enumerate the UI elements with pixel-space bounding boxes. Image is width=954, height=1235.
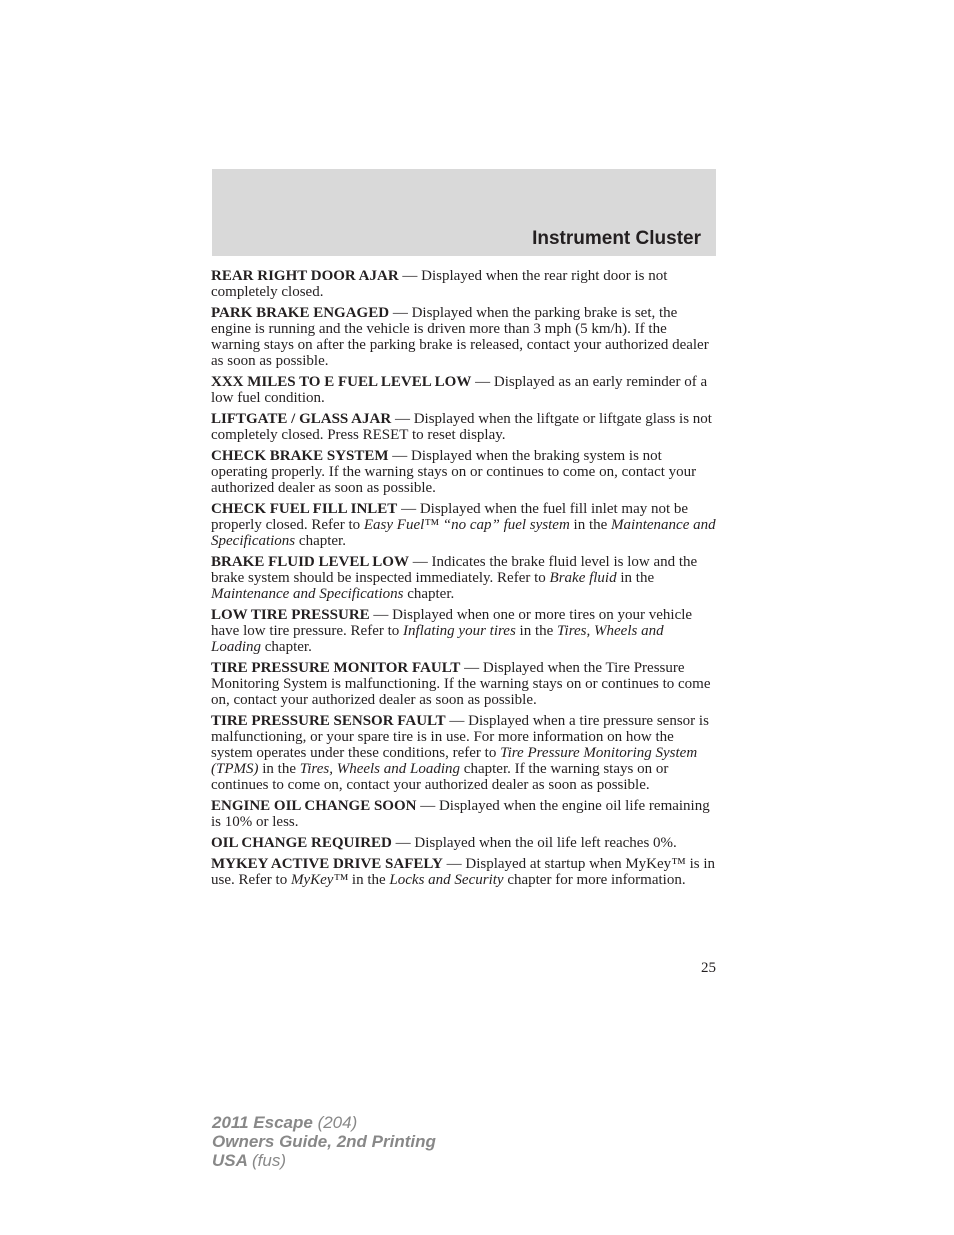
description-text: — Displayed when the braking system is not operating properly. If the warning stays on or continues to come on, contact your authorized dealer as soon as possible.: [211, 448, 697, 496]
description-text: — Displayed when the engine oil life remaining is 10% or less.: [211, 798, 710, 830]
message-entry: [211, 713, 717, 793]
footer-line-region: [212, 1151, 436, 1170]
message-term: REAR RIGHT DOOR AJAR: [211, 268, 399, 284]
message-term: ENGINE OIL CHANGE SOON: [211, 798, 417, 814]
description-text: — Displayed when the liftgate or liftgate glass is not completely closed. Press RESET to reset display.: [211, 411, 712, 443]
message-term: PARK BRAKE ENGAGED: [211, 305, 390, 321]
section-header-band: [212, 169, 716, 256]
reference-text: Brake fluid: [549, 570, 617, 586]
description-text: in the: [258, 761, 300, 777]
description-text: in the: [569, 517, 612, 533]
message-entry: [211, 856, 717, 888]
description-text: chapter.: [295, 533, 346, 549]
message-entry: [211, 411, 717, 443]
footer-region-code: (fus): [252, 1151, 286, 1170]
message-entry: [211, 554, 717, 602]
reference-text: Locks and Security: [389, 872, 504, 888]
reference-text: Maintenance and Specifications: [211, 586, 404, 602]
reference-text: Tire Pressure Monitoring System (TPMS): [211, 745, 698, 777]
message-entry: [211, 448, 717, 496]
message-term: LOW TIRE PRESSURE: [211, 607, 370, 623]
message-term: OIL CHANGE REQUIRED: [211, 835, 392, 851]
description-text: chapter for more information.: [503, 872, 686, 888]
message-term: CHECK BRAKE SYSTEM: [211, 448, 389, 464]
description-text: in the: [515, 623, 558, 639]
footer-line-model: [212, 1113, 436, 1132]
message-entry: [211, 607, 717, 655]
message-term: XXX MILES TO E FUEL LEVEL LOW: [211, 374, 472, 390]
description-text: — Displayed when the parking brake is set, the engine is running and the vehicle is driven more than 3 mph (5 km/h). If the warning stays on after the parking brake is released, contact your authorized dealer as soon as possible.: [211, 305, 709, 369]
message-entry: [211, 305, 717, 369]
message-entry: [211, 501, 717, 549]
message-term: MYKEY ACTIVE DRIVE SAFELY: [211, 856, 443, 872]
description-text: — Displayed when the fuel fill inlet may not be properly closed. Refer to: [211, 501, 689, 533]
description-text: chapter.: [261, 639, 312, 655]
description-text: — Displayed when one or more tires on your vehicle have low tire pressure. Refer to: [211, 607, 693, 639]
message-entry: [211, 660, 717, 708]
footer-model-code: (204): [317, 1113, 358, 1132]
reference-text: Tires, Wheels and Loading: [299, 761, 461, 777]
description-text: — Displayed when the Tire Pressure Monitoring System is malfunctioning. If the warning stays on or continues to come on, contact your authorized dealer as soon as possible.: [211, 660, 711, 708]
message-term: TIRE PRESSURE SENSOR FAULT: [211, 713, 446, 729]
reference-text: Maintenance and Specifications: [211, 517, 716, 549]
reference-text: Easy Fuel™ “no cap” fuel system: [363, 517, 570, 533]
description-text: — Displayed when the rear right door is not completely closed.: [211, 268, 668, 300]
section-title: Instrument Cluster: [532, 228, 701, 249]
description-text: — Indicates the brake fluid level is low and the brake system should be inspected immediately. Refer to: [211, 554, 698, 586]
description-text: in the: [348, 872, 390, 888]
description-text: in the: [616, 570, 655, 586]
description-text: — Displayed when the oil life left reaches 0%.: [391, 835, 677, 851]
reference-text: Tires, Wheels and Loading: [211, 623, 664, 655]
footer: [212, 1113, 436, 1170]
message-term: CHECK FUEL FILL INLET: [211, 501, 398, 517]
page-number: 25: [701, 960, 716, 976]
footer-guide: Owners Guide, 2nd Printing: [212, 1132, 436, 1151]
description-text: — Displayed as an early reminder of a low fuel condition.: [211, 374, 708, 406]
message-term: TIRE PRESSURE MONITOR FAULT: [211, 660, 461, 676]
message-entry: [211, 798, 717, 830]
footer-model: 2011 Escape: [212, 1113, 313, 1132]
message-list: [211, 268, 717, 893]
message-term: LIFTGATE / GLASS AJAR: [211, 411, 392, 427]
description-text: — Displayed when a tire pressure sensor is malfunctioning, or your spare tire is in use. For more information on how the system operates under these conditions, refer to: [211, 713, 709, 761]
description-text: chapter. If the warning stays on or continues to come on, contact your authorized dealer as soon as possible.: [211, 761, 669, 793]
footer-region: USA: [212, 1151, 248, 1170]
reference-text: MyKey™: [290, 872, 349, 888]
description-text: — Displayed at startup when MyKey™ is in use. Refer to: [211, 856, 716, 888]
message-term: BRAKE FLUID LEVEL LOW: [211, 554, 409, 570]
description-text: chapter.: [403, 586, 455, 602]
reference-text: Inflating your tires: [403, 623, 516, 639]
message-entry: [211, 374, 717, 406]
message-entry: [211, 835, 717, 851]
message-entry: [211, 268, 717, 300]
